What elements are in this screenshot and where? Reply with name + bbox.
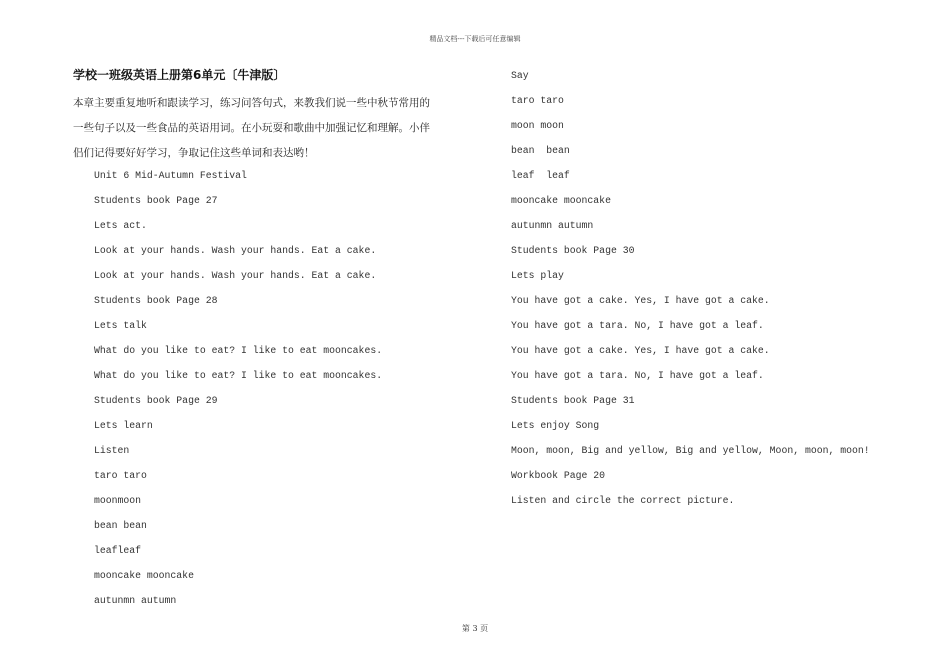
left-column-lines	[94, 163, 382, 613]
text-line: What do you like to eat? I like to eat mooncakes.	[94, 345, 383, 356]
text-line: Unit 6 Mid-Autumn Festival	[94, 170, 247, 181]
text-line: You have got a cake. Yes, I have got a cake.	[511, 345, 770, 356]
text-line: You have got a tara. No, I have got a leaf.	[511, 320, 764, 331]
text-line: leaf leaf	[511, 170, 570, 181]
text-line: Look at your hands. Wash your hands. Eat a cake.	[94, 270, 377, 281]
text-line: bean bean	[511, 145, 570, 156]
right-column-lines	[511, 63, 870, 513]
intro-line: 本章主要重复地听和跟读学习，练习问答句式，来教我们说一些中秋节常用的	[73, 97, 430, 109]
text-line: You have got a cake. Yes, I have got a cake.	[511, 295, 770, 306]
text-line: Moon, moon, Big and yellow, Big and yellow, Moon, moon, moon!	[511, 445, 870, 456]
text-line: Lets enjoy Song	[511, 420, 600, 431]
text-line: Students book Page 29	[94, 395, 218, 406]
text-line: What do you like to eat? I like to eat mooncakes.	[94, 370, 383, 381]
text-line: Students book Page 27	[94, 195, 218, 206]
text-line: autunmn autumn	[94, 595, 177, 606]
text-line: Lets act.	[94, 220, 147, 231]
text-line: Lets play	[511, 270, 564, 281]
text-line: leafleaf	[94, 545, 142, 556]
text-line: Look at your hands. Wash your hands. Eat a cake.	[94, 245, 377, 256]
intro-line: 侣们记得要好好学习，争取记住这些单词和表达哟！	[73, 147, 315, 159]
text-line: You have got a tara. No, I have got a leaf.	[511, 370, 764, 381]
intro-paragraph	[73, 91, 465, 166]
text-line: Students book Page 31	[511, 395, 635, 406]
text-line: mooncake mooncake	[511, 195, 611, 206]
text-line: Listen and circle the correct picture.	[511, 495, 735, 506]
text-line: autunmn autumn	[511, 220, 594, 231]
text-line: Listen	[94, 445, 130, 456]
text-line: Say	[511, 70, 529, 81]
text-line: moon moon	[511, 120, 564, 131]
text-line: taro taro	[511, 95, 564, 106]
text-line: Students book Page 30	[511, 245, 635, 256]
text-line: bean bean	[94, 520, 147, 531]
text-line: Students book Page 28	[94, 295, 218, 306]
text-line: Workbook Page 20	[511, 470, 606, 481]
header-note: 精品文档---下载后可任意编辑	[429, 35, 521, 43]
text-line: Lets learn	[94, 420, 153, 431]
text-line: moonmoon	[94, 495, 142, 506]
page-number: 第 3 页	[461, 624, 489, 633]
text-line: taro taro	[94, 470, 147, 481]
text-line: Lets talk	[94, 320, 147, 331]
document-title: 学校一班级英语上册第6单元〔牛津版〕	[73, 68, 286, 82]
intro-line: 一些句子以及一些食品的英语用词。在小玩耍和歌曲中加强记忆和理解。小伴	[73, 122, 430, 134]
text-line: mooncake mooncake	[94, 570, 194, 581]
